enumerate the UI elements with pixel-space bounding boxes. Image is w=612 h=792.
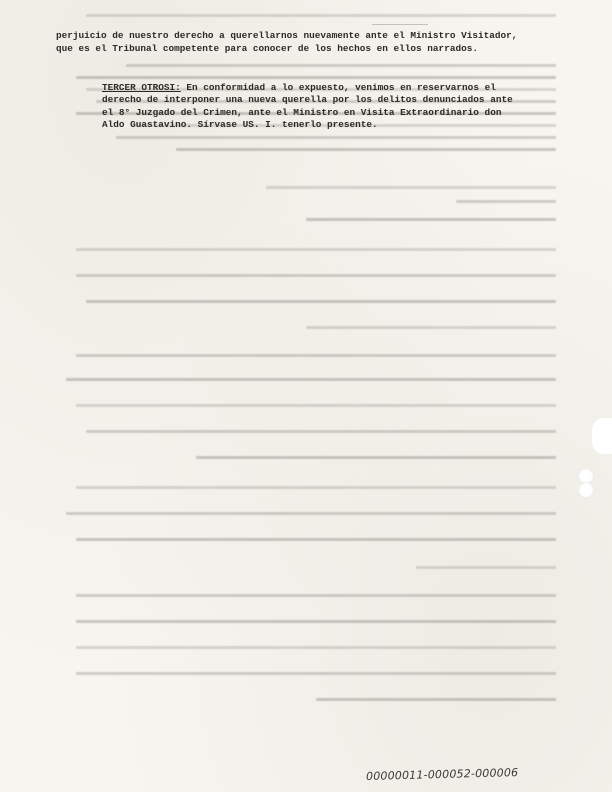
bleed-line xyxy=(76,594,556,597)
bleed-line xyxy=(196,456,556,459)
paragraph-tercer-otrosi xyxy=(56,82,526,131)
bleed-line xyxy=(76,248,556,251)
bleed-line xyxy=(76,486,556,489)
bleed-line xyxy=(316,698,556,701)
bleed-line xyxy=(66,378,556,381)
bleed-line xyxy=(66,512,556,515)
bleed-line xyxy=(76,274,556,277)
bleed-line xyxy=(266,186,556,189)
bleed-line xyxy=(306,326,556,329)
bates-number: 00000011-000052-000006 xyxy=(365,766,519,783)
paragraph-continuation: perjuicio de nuestro derecho a querellarnos nuevamente ante el Ministro Visitador, que es el Tribunal competente para conocer de los hechos en ellos narrados. xyxy=(56,30,523,54)
punch-hole-lower xyxy=(578,482,594,498)
otrosi-label: TERCER OTROSI: xyxy=(102,82,181,94)
bleed-line xyxy=(76,404,556,407)
bleed-line xyxy=(76,620,556,623)
bleed-line xyxy=(76,672,556,675)
bleed-line xyxy=(456,200,556,203)
bleed-line xyxy=(416,566,556,569)
bleed-line xyxy=(76,646,556,649)
paper-edge-tear xyxy=(592,418,612,454)
paragraph-tercer-otrosi-text: TERCER OTROSI: En conformidad a lo expuesto, venimos en reservarnos el derecho de interponer una nueva querella por los delitos denunciados ante el 8° Juzgado del Crimen, ante el Ministro en Visita Extraordinario don Aldo Guastavino. Sírvase US. I. tenerlo presente. xyxy=(102,82,519,130)
document-body xyxy=(56,6,526,158)
bleed-line xyxy=(306,218,556,221)
bleed-line xyxy=(76,538,556,541)
bleed-line xyxy=(76,354,556,357)
bleed-line xyxy=(86,300,556,303)
bleed-line xyxy=(86,430,556,433)
